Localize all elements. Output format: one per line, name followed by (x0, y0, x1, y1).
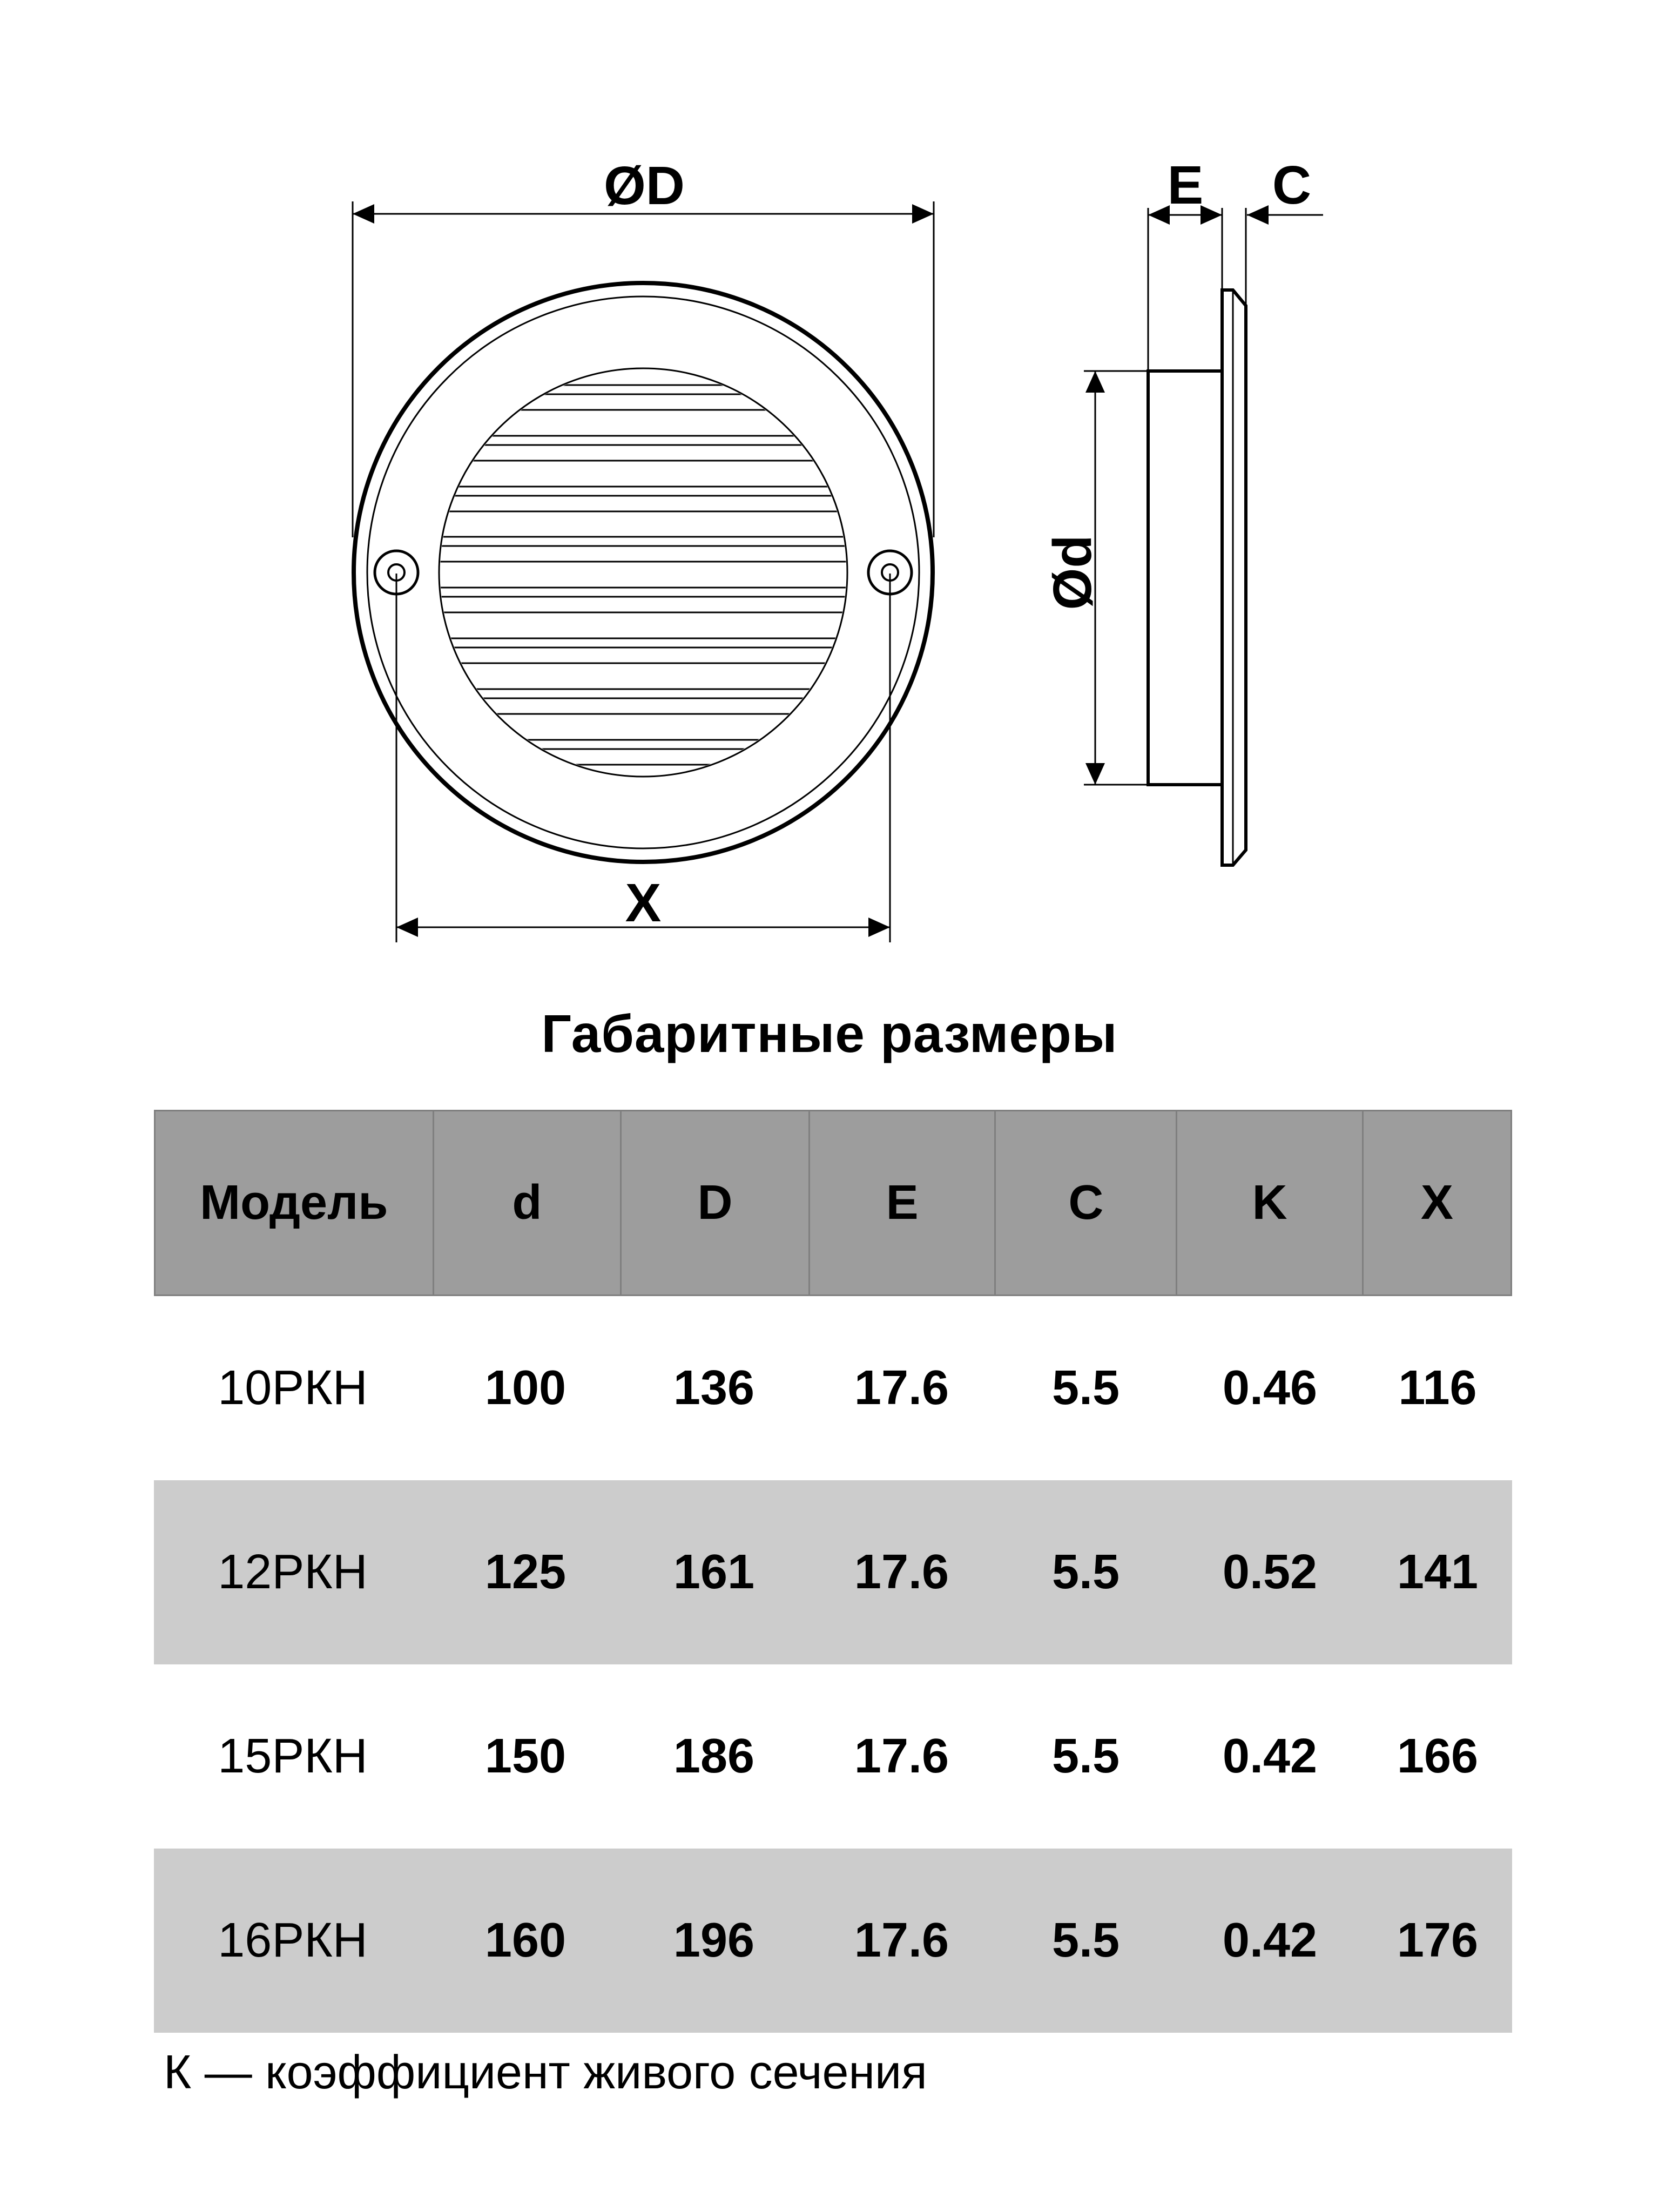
cell-C: 5.5 (1051, 1729, 1120, 1783)
cell-d: 125 (484, 1545, 567, 1599)
dim-label-thickness: C (1272, 155, 1312, 215)
table-header-row (154, 1110, 1512, 1296)
col-header-K: K (1176, 1111, 1361, 1294)
table-row-16rkn (154, 1849, 1512, 2033)
dim-label-depth: E (1167, 155, 1204, 215)
cell-X: 141 (1397, 1545, 1479, 1599)
dimensions-table (154, 1110, 1512, 2033)
cell-d: 160 (484, 1913, 567, 1967)
flange-profile (1222, 290, 1246, 865)
cell-d: 150 (484, 1729, 567, 1783)
cell-model: 15РКН (218, 1729, 368, 1783)
cell-C: 5.5 (1051, 1361, 1120, 1415)
cell-model: 16РКН (218, 1913, 368, 1967)
cell-d: 100 (484, 1361, 567, 1415)
cell-D: 136 (673, 1361, 755, 1415)
col-header-d: d (433, 1111, 620, 1294)
cell-C: 5.5 (1051, 1913, 1120, 1967)
col-header-D: D (620, 1111, 808, 1294)
side-view (1042, 155, 1323, 865)
cell-E: 17.6 (854, 1361, 949, 1415)
dim-label-outer-diameter: ØD (604, 156, 685, 216)
arrowhead-left (353, 204, 374, 224)
cell-E: 17.6 (854, 1913, 949, 1967)
cell-D: 196 (673, 1913, 755, 1967)
cell-E: 17.6 (854, 1545, 949, 1599)
technical-drawing (0, 0, 1659, 999)
arrowhead-left (1148, 205, 1170, 225)
arrowhead-down (1085, 763, 1105, 785)
front-view (353, 156, 934, 942)
cell-E: 17.6 (854, 1729, 949, 1783)
footnote-live-section-coefficient: К — коэффициент живого сечения (164, 2045, 927, 2099)
cell-K: 0.42 (1222, 1729, 1318, 1783)
arrowhead-right (868, 918, 890, 937)
cell-X: 176 (1397, 1913, 1479, 1967)
cell-X: 166 (1397, 1729, 1479, 1783)
cell-model: 10РКН (218, 1361, 368, 1415)
arrowhead-left (396, 918, 418, 937)
cell-K: 0.46 (1222, 1361, 1318, 1415)
duct-spigot (1148, 371, 1222, 785)
cell-K: 0.42 (1222, 1913, 1318, 1967)
arrowhead-right (912, 204, 934, 224)
col-header-X: X (1362, 1111, 1510, 1294)
dim-label-duct-diameter: Ød (1042, 535, 1103, 610)
cell-D: 161 (673, 1545, 755, 1599)
arrowhead-up (1085, 371, 1105, 393)
page-title: Габаритные размеры (541, 1004, 1118, 1063)
arrowhead-right (1201, 205, 1222, 225)
arrowhead-thickness (1247, 205, 1269, 225)
cell-D: 186 (673, 1729, 755, 1783)
cell-C: 5.5 (1051, 1545, 1120, 1599)
dim-label-mount-spacing: X (625, 873, 662, 933)
col-header-model: Модель (200, 1176, 388, 1230)
table-row-15rkn (154, 1664, 1512, 1849)
cell-X: 116 (1398, 1361, 1477, 1415)
cell-model: 12РКН (218, 1545, 368, 1599)
table-row-12rkn (154, 1480, 1512, 1664)
col-header-E: E (808, 1111, 994, 1294)
grille-outer-rim (354, 283, 933, 862)
cell-K: 0.52 (1222, 1545, 1318, 1599)
table-row-10rkn (154, 1296, 1512, 1480)
col-header-C: C (994, 1111, 1176, 1294)
